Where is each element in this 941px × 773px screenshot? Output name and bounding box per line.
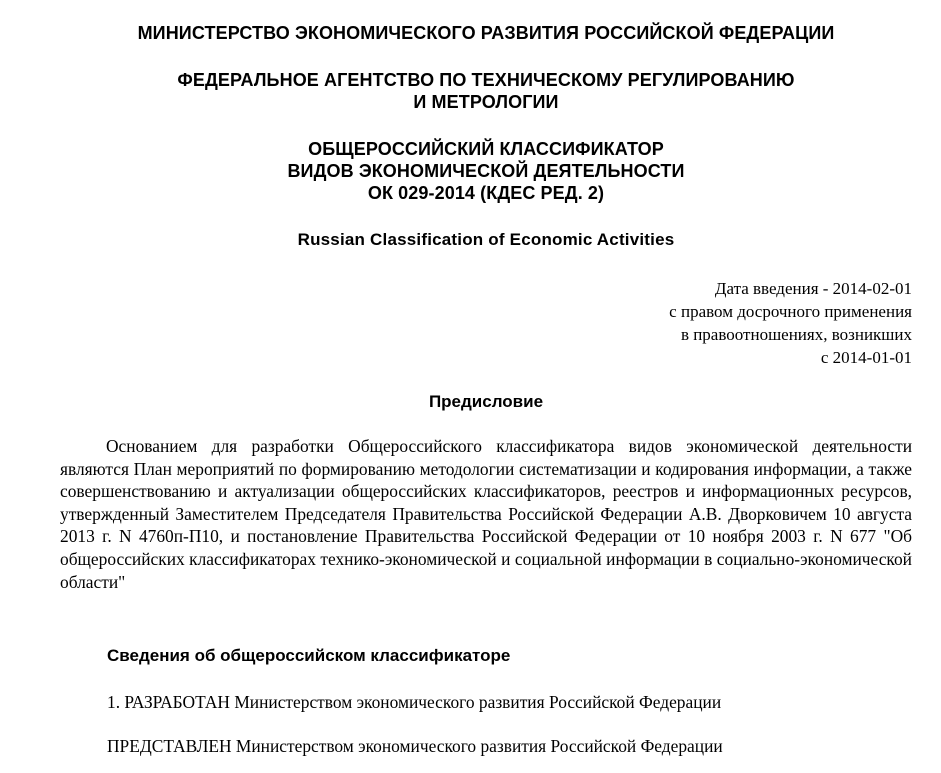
classifier-heading xyxy=(0,138,941,204)
classifier-heading-line-1: ОБЩЕРОССИЙСКИЙ КЛАССИФИКАТОР xyxy=(308,139,664,159)
agency-heading-line-2: И МЕТРОЛОГИИ xyxy=(413,92,559,112)
english-title xyxy=(0,229,941,251)
preface-paragraph: Основанием для разработки Общероссийского классификатора видов экономической деятельности являются План мероприятий по формированию методологии систематизации и кодирования информации, а также совершенствованию и актуализации общероссийских классификаторов, реестров и информационных ресурсов, утвержденный Заместителем Председателя Правительства Российской Федерации А.В. Дворковичем 10 августа 2013 г. N 4760п-П10, и постановление Правительства Российской Федерации от 10 ноября 2003 г. N 677 "Об общероссийских классификаторах технико-экономической и социальной информации в социально-экономической области" xyxy=(60,436,912,592)
classifier-info-title: Сведения об общероссийском классификаторе xyxy=(107,646,511,665)
english-title-text: Russian Classification of Economic Activities xyxy=(297,230,675,249)
effective-date-line-1: Дата введения - 2014-02-01 xyxy=(714,279,912,298)
effective-date-block xyxy=(669,277,912,369)
effective-date-line-2: с правом досрочного применения xyxy=(669,302,912,321)
effective-date-line-4: с 2014-01-01 xyxy=(820,348,912,367)
presented-by-line: ПРЕДСТАВЛЕН Министерством экономического развития Российской Федерации xyxy=(107,736,723,756)
effective-date-line-3: в правоотношениях, возникших xyxy=(680,325,912,344)
ministry-heading xyxy=(0,22,941,44)
agency-heading-line-1: ФЕДЕРАЛЬНОЕ АГЕНТСТВО ПО ТЕХНИЧЕСКОМУ РЕГУЛИРОВАНИЮ xyxy=(177,70,795,90)
agency-heading xyxy=(0,69,941,113)
preface-title: Предисловие xyxy=(428,392,544,411)
developed-by-line: 1. РАЗРАБОТАН Министерством экономического развития Российской Федерации xyxy=(107,692,722,712)
ministry-heading-text: МИНИСТЕРСТВО ЭКОНОМИЧЕСКОГО РАЗВИТИЯ РОССИЙСКОЙ ФЕДЕРАЦИИ xyxy=(137,23,835,43)
classifier-heading-line-2: ВИДОВ ЭКОНОМИЧЕСКОЙ ДЕЯТЕЛЬНОСТИ xyxy=(287,161,685,181)
classifier-heading-line-3: ОК 029-2014 (КДЕС РЕД. 2) xyxy=(367,183,605,203)
